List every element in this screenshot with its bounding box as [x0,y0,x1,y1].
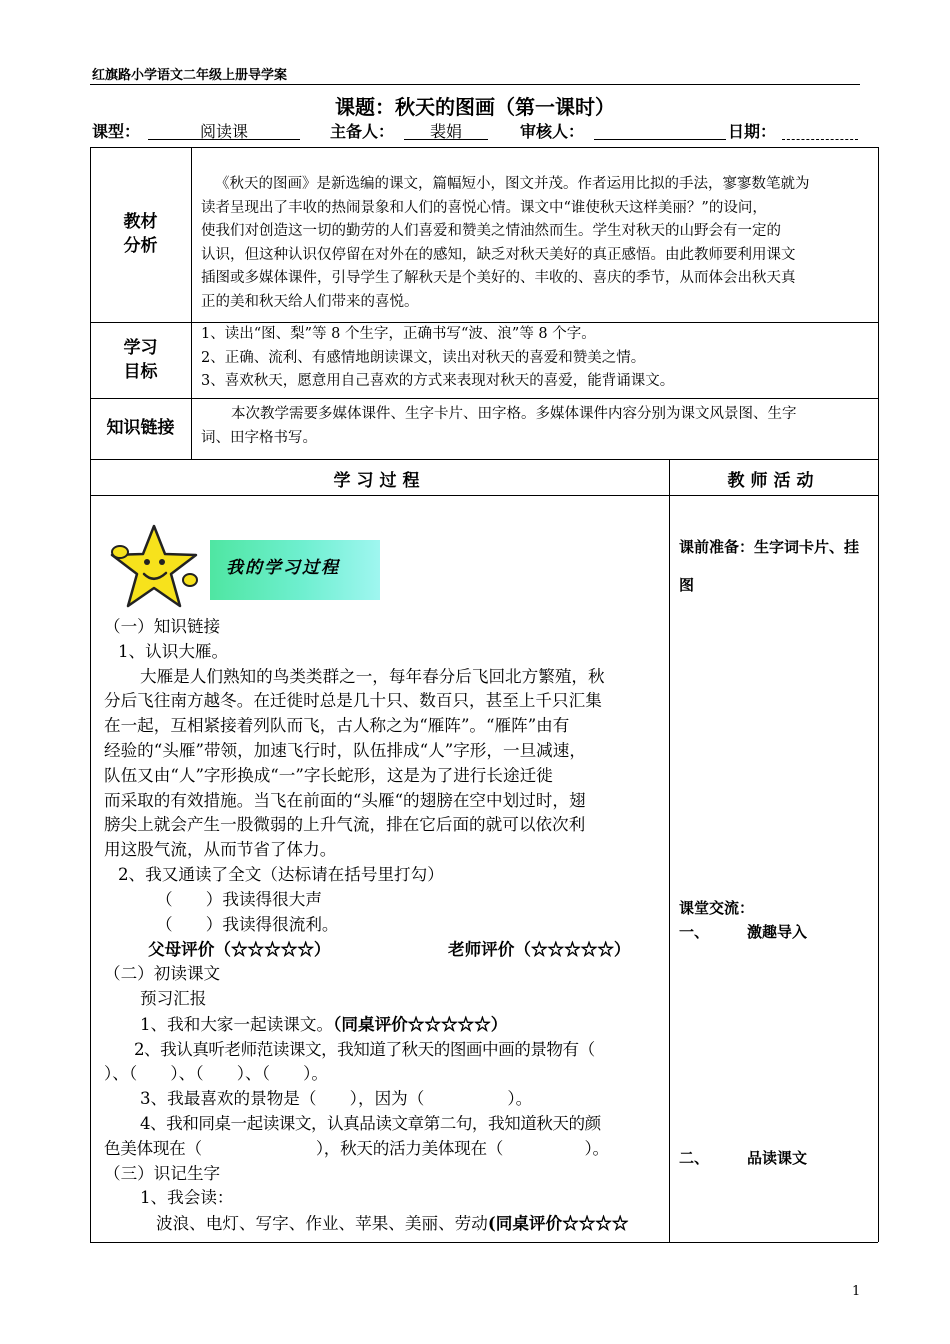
teacher-step-2: 二、 品读课文 [679,1149,808,1167]
table-right-border [878,147,879,1242]
process-column-header: 学习过程 [333,471,426,491]
row-divider [90,459,878,460]
teacher-step-1: 一、 激趣导入 [679,923,808,941]
row-divider [90,495,878,496]
desk-mate-evaluation: （同桌评价☆☆☆☆☆） [333,1013,508,1034]
parent-evaluation: 父母评价（☆☆☆☆☆） [148,939,331,960]
teacher-column-divider [669,459,670,1242]
type-value: 阅读课 [148,119,300,140]
table-top-border [90,147,878,148]
preparer-value: 裴娟 [404,119,488,140]
evaluation-row [104,937,664,962]
checkbox-item[interactable]: （ ）我读得很大声 [156,889,322,909]
header-divider [90,84,860,85]
label-column-divider [191,147,192,459]
row-divider [90,398,878,399]
teacher-evaluation: 老师评价（☆☆☆☆☆） [448,939,631,960]
analysis-text: 《秋天的图画》是新选编的课文，篇幅短小，图文并茂。作者运用比拟的手法，寥寥数笔就为 读者呈现出了丰收的热闹景象和人们的喜悦心情。课文中“谁使秋天这样美丽？”的设问， 使我们对创造这一切的勤劳的人们喜爱和赞美之情油然而生。学生对秋天的山野会有一定的 认识，但这种认识仅停留在对外在的感知，缺乏对秋天美好的真正感悟。由此教师要利用课文 插图或多媒体课件，引导学生了解秋天是个美好的、丰收的、喜庆的季节，从而体会出秋天真 正的美和秋天给人们带来的喜悦。 [201,176,810,310]
date-label: 日期： [728,122,777,141]
link-text: 本次教学需要多媒体课件、生字卡片、田字格。多媒体课件内容分别为课文风景图、生字 词、田字格书写。 [201,406,797,446]
analysis-label: 教材 分析 [123,212,158,256]
section-heading: （二）初读课文 [104,964,221,984]
desk-mate-evaluation: (同桌评价☆☆☆☆ [487,1213,629,1234]
goals-text: 1、读出“图、梨”等 8 个生字，正确书写“波、浪”等 8 个字。 2、正确、流利、有感情地朗读课文，读出对秋天的喜爱和赞美之情。 3、喜欢秋天，愿意用自己喜欢的方式来表现对秋天的喜爱，能背诵课文。 [201,326,675,389]
teacher-column-header: 教师活动 [727,471,820,491]
table-left-border [90,147,91,1242]
link-label: 知识链接 [106,418,175,438]
reviewer-blank [594,119,726,140]
preparer-label: 主备人： [330,122,395,141]
goals-label: 学习 目标 [123,338,158,382]
reviewer-label: 审核人： [520,122,585,141]
teacher-preparation: 课前准备：生字词卡片、挂 图 [679,538,860,594]
table-bottom-border [90,1242,878,1243]
learning-process: （一）知识链接 1、认识大雁。 大雁是人们熟知的鸟类类群之一，每年春分后飞回北方繁殖，秋 分后飞往南方越冬。在迁徙时总是几十只、数百只，甚至上千只汇集 在一起，互相紧接着列队而飞，古人称之为“雁阵”。“雁阵”由有 经验的“头雁”带领，加速飞行时，队伍排成“人”字形，一旦减速， 队伍又由“人”字形换成“一”字长蛇形，这是为了进行长途迁徙 而采取的有效措施。当飞在前面的“头雁“的翅膀在空中划过时，翅 膀尖上就会产生一股微弱的上升气流，排在它后面的就可以依次利 用这股气流，从而节省了体力。 2、我又通读了全文（达标请在括号里打勾） （ ）我读得很大声 （ ）我读得很流利。 父母评价（☆☆☆☆☆） 老师评价（☆☆☆☆☆） （二）初读课文 预习汇报 1、我和大家一起读课文。（同桌评价☆☆☆☆☆） 2、我认真听老师范读课文，我知道了秋天的图画中画的景物有（ ）、（ ）、（ ）、（ ）。 3、我最喜欢的景物是（ ），因为（ ）。 4、我和同桌一起读课文，认真品读文章第二句，我知道秋天的颜 色美体现在（ ），秋天的活力美体现在（ ）。 （三）识记生字 1、我会读： 波浪、电灯、写字、作业、苹果、美丽、劳动(同桌评价☆☆☆☆ [104,615,664,1237]
banner-title: 我的学习过程 [226,558,340,578]
school-header: 红旗路小学语文二年级上册导学案 [92,68,288,83]
checkbox-item[interactable]: （ ）我读得很流利。 [156,914,339,934]
section-heading: （一）知识链接 [104,617,221,636]
lesson-title: 课题：秋天的图画（第一课时） [335,95,615,119]
page-number: 1 [852,1284,861,1299]
star-mascot-icon [106,522,202,612]
section-heading: （三）识记生字 [104,1163,221,1183]
date-blank [782,119,858,140]
type-label: 课型： [92,122,141,141]
class-exchange-label: 课堂交流： [679,899,755,917]
